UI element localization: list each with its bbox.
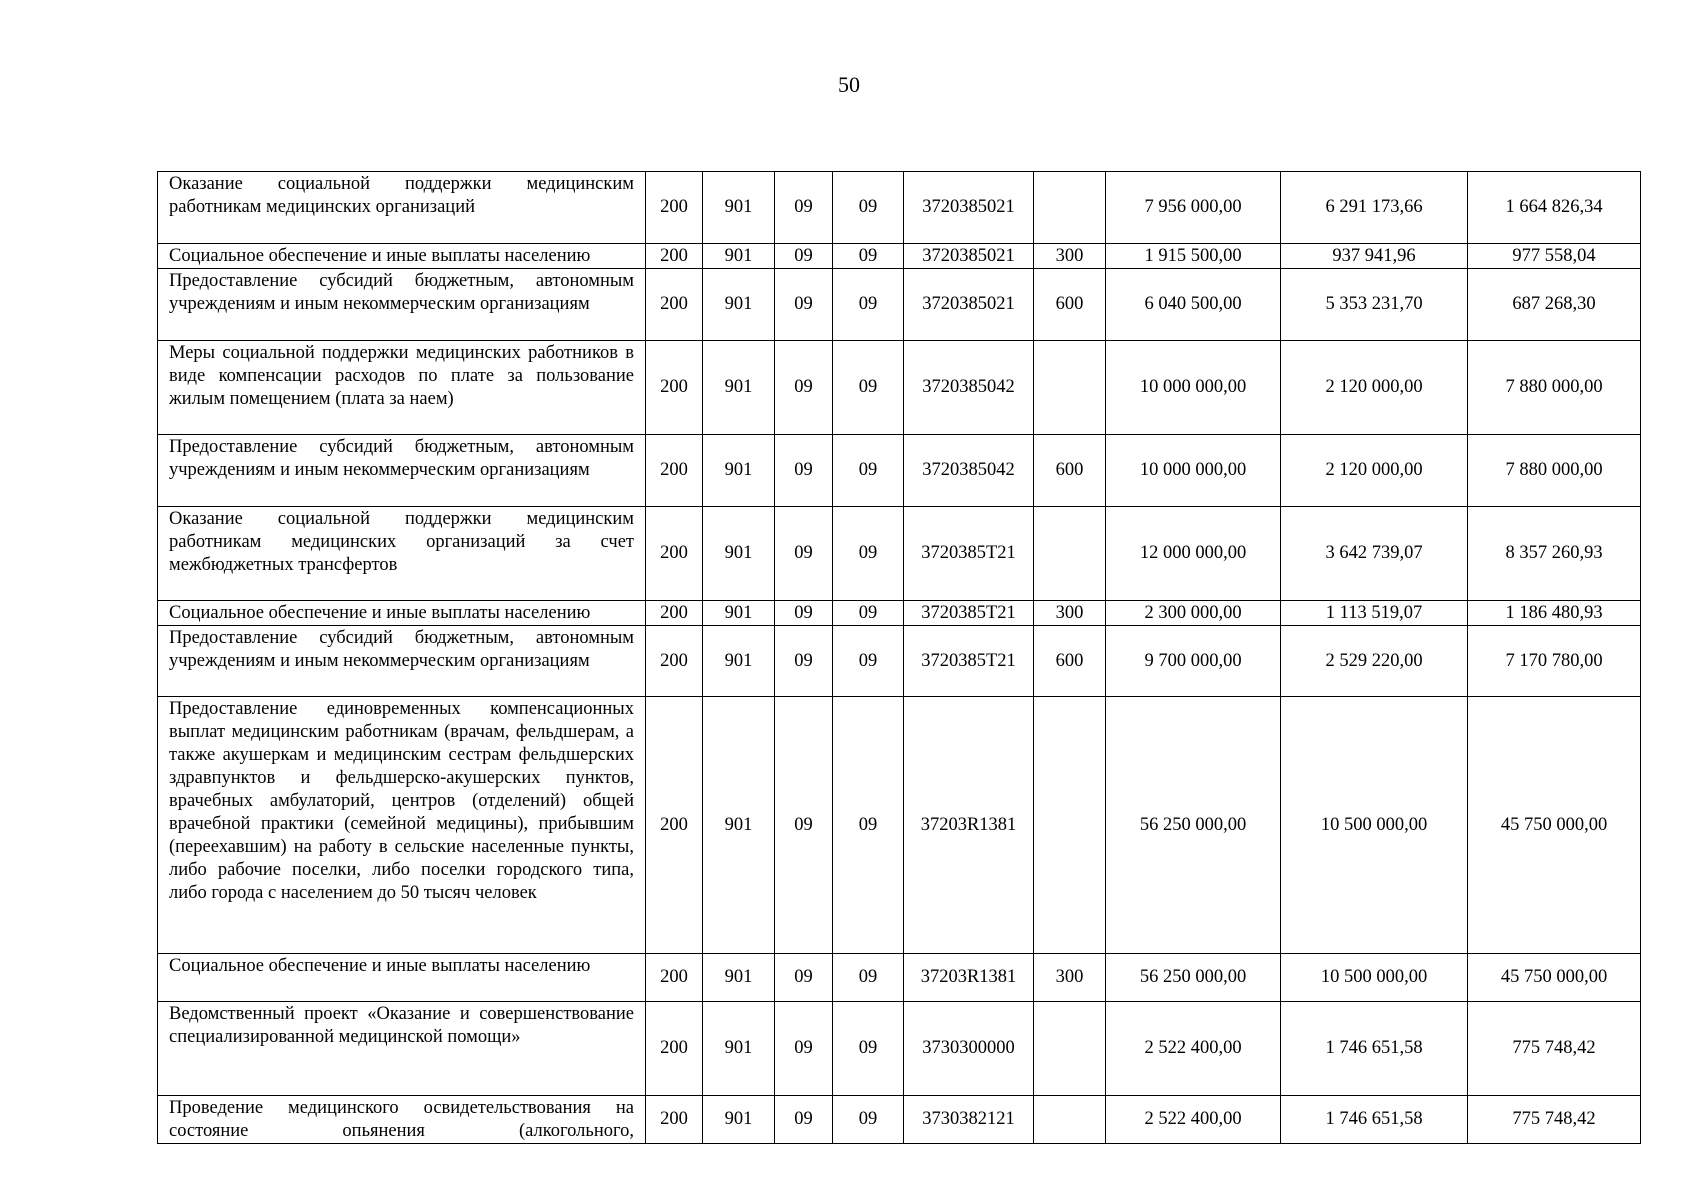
amount-remaining: 45 750 000,00 — [1468, 954, 1641, 1002]
code-ministry: 901 — [703, 626, 775, 697]
code-col-1: 200 — [646, 1002, 703, 1096]
code-col-1: 200 — [646, 954, 703, 1002]
item-name: Предоставление субсидий бюджетным, автономным учреждениям и иным некоммерческим организациям — [158, 626, 646, 697]
code-subsection: 09 — [833, 697, 904, 954]
expense-type: 600 — [1034, 269, 1106, 341]
expense-type — [1034, 1002, 1106, 1096]
table-row — [158, 1002, 1641, 1096]
amount-executed: 1 746 651,58 — [1281, 1002, 1468, 1096]
code-ministry: 901 — [703, 435, 775, 507]
amount-executed: 2 120 000,00 — [1281, 341, 1468, 435]
expense-type — [1034, 697, 1106, 954]
amount-plan: 10 000 000,00 — [1106, 341, 1281, 435]
item-name: Ведомственный проект «Оказание и совершенствование специализированной медицинской помощи» — [158, 1002, 646, 1096]
table-row — [158, 435, 1641, 507]
amount-executed: 1 113 519,07 — [1281, 601, 1468, 626]
code-subsection: 09 — [833, 1002, 904, 1096]
code-ministry: 901 — [703, 1002, 775, 1096]
item-name: Предоставление единовременных компенсационных выплат медицинским работникам (врачам, фельдшерам, а также акушеркам и медицинским сестрам фельдшерских здравпунктов и фельдшерско-акушерских пунктов, врачебных амбулаторий, центров (отделений) общей врачебной практики (семейной медицины), прибывшим (переехавшим) на работу в сельские населенные пункты, либо рабочие поселки, либо поселки городского типа, либо города с населением до 50 тысяч человек — [158, 697, 646, 954]
table-row — [158, 697, 1641, 954]
target-article: 3720385042 — [904, 435, 1034, 507]
code-ministry: 901 — [703, 697, 775, 954]
code-col-1: 200 — [646, 341, 703, 435]
amount-plan: 10 000 000,00 — [1106, 435, 1281, 507]
item-name: Социальное обеспечение и иные выплаты населению — [158, 244, 646, 269]
code-section: 09 — [775, 697, 833, 954]
expense-type: 300 — [1034, 244, 1106, 269]
item-name: Проведение медицинского освидетельствования на состояние опьянения (алкогольного, — [158, 1096, 646, 1144]
table-row — [158, 269, 1641, 341]
target-article: 3720385021 — [904, 244, 1034, 269]
expense-type: 600 — [1034, 435, 1106, 507]
code-section: 09 — [775, 601, 833, 626]
code-ministry: 901 — [703, 341, 775, 435]
item-name: Оказание социальной поддержки медицинским работникам медицинских организаций — [158, 172, 646, 244]
code-section: 09 — [775, 435, 833, 507]
code-section: 09 — [775, 1002, 833, 1096]
amount-executed: 2 529 220,00 — [1281, 626, 1468, 697]
amount-remaining: 45 750 000,00 — [1468, 697, 1641, 954]
amount-remaining: 7 880 000,00 — [1468, 341, 1641, 435]
code-subsection: 09 — [833, 172, 904, 244]
table-row — [158, 507, 1641, 601]
code-section: 09 — [775, 626, 833, 697]
code-subsection: 09 — [833, 626, 904, 697]
code-section: 09 — [775, 269, 833, 341]
table-row — [158, 244, 1641, 269]
amount-executed: 1 746 651,58 — [1281, 1096, 1468, 1144]
target-article: 3720385021 — [904, 269, 1034, 341]
table-row — [158, 341, 1641, 435]
amount-remaining: 775 748,42 — [1468, 1002, 1641, 1096]
amount-remaining: 7 170 780,00 — [1468, 626, 1641, 697]
code-subsection: 09 — [833, 954, 904, 1002]
code-ministry: 901 — [703, 269, 775, 341]
code-ministry: 901 — [703, 507, 775, 601]
code-col-1: 200 — [646, 626, 703, 697]
amount-plan: 2 522 400,00 — [1106, 1002, 1281, 1096]
code-section: 09 — [775, 507, 833, 601]
amount-plan: 12 000 000,00 — [1106, 507, 1281, 601]
table-row — [158, 1096, 1641, 1144]
code-ministry: 901 — [703, 244, 775, 269]
code-ministry: 901 — [703, 172, 775, 244]
amount-plan: 2 522 400,00 — [1106, 1096, 1281, 1144]
amount-plan: 9 700 000,00 — [1106, 626, 1281, 697]
code-subsection: 09 — [833, 435, 904, 507]
code-col-1: 200 — [646, 172, 703, 244]
amount-plan: 7 956 000,00 — [1106, 172, 1281, 244]
target-article: 3720385042 — [904, 341, 1034, 435]
amount-remaining: 8 357 260,93 — [1468, 507, 1641, 601]
code-col-1: 200 — [646, 507, 703, 601]
code-section: 09 — [775, 1096, 833, 1144]
target-article: 3720385Т21 — [904, 626, 1034, 697]
amount-remaining: 1 664 826,34 — [1468, 172, 1641, 244]
code-col-1: 200 — [646, 244, 703, 269]
amount-remaining: 7 880 000,00 — [1468, 435, 1641, 507]
code-col-1: 200 — [646, 435, 703, 507]
expense-type — [1034, 172, 1106, 244]
amount-executed: 5 353 231,70 — [1281, 269, 1468, 341]
code-section: 09 — [775, 954, 833, 1002]
code-section: 09 — [775, 172, 833, 244]
code-subsection: 09 — [833, 1096, 904, 1144]
code-subsection: 09 — [833, 244, 904, 269]
code-section: 09 — [775, 341, 833, 435]
target-article: 37203R1381 — [904, 954, 1034, 1002]
expense-type — [1034, 507, 1106, 601]
item-name: Социальное обеспечение и иные выплаты населению — [158, 601, 646, 626]
target-article: 37203R1381 — [904, 697, 1034, 954]
expense-type: 300 — [1034, 954, 1106, 1002]
amount-executed: 6 291 173,66 — [1281, 172, 1468, 244]
table-body — [158, 172, 1641, 1144]
code-col-1: 200 — [646, 697, 703, 954]
item-name: Оказание социальной поддержки медицинским работникам медицинских организаций за счет межбюджетных трансфертов — [158, 507, 646, 601]
amount-plan: 6 040 500,00 — [1106, 269, 1281, 341]
amount-executed: 2 120 000,00 — [1281, 435, 1468, 507]
amount-executed: 3 642 739,07 — [1281, 507, 1468, 601]
table-row — [158, 172, 1641, 244]
code-col-1: 200 — [646, 601, 703, 626]
target-article: 3730382121 — [904, 1096, 1034, 1144]
table-row — [158, 954, 1641, 1002]
expense-type — [1034, 341, 1106, 435]
item-name: Социальное обеспечение и иные выплаты населению — [158, 954, 646, 1002]
amount-executed: 937 941,96 — [1281, 244, 1468, 269]
amount-plan: 56 250 000,00 — [1106, 697, 1281, 954]
expense-type: 300 — [1034, 601, 1106, 626]
page-number: 50 — [838, 72, 860, 97]
code-subsection: 09 — [833, 269, 904, 341]
amount-executed: 10 500 000,00 — [1281, 954, 1468, 1002]
code-section: 09 — [775, 244, 833, 269]
amount-plan: 56 250 000,00 — [1106, 954, 1281, 1002]
item-name: Меры социальной поддержки медицинских работников в виде компенсации расходов по плате за пользование жилым помещением (плата за наем) — [158, 341, 646, 435]
expense-type: 600 — [1034, 626, 1106, 697]
amount-remaining: 1 186 480,93 — [1468, 601, 1641, 626]
code-subsection: 09 — [833, 341, 904, 435]
amount-remaining: 687 268,30 — [1468, 269, 1641, 341]
code-ministry: 901 — [703, 954, 775, 1002]
amount-plan: 1 915 500,00 — [1106, 244, 1281, 269]
table-row — [158, 626, 1641, 697]
target-article: 3720385021 — [904, 172, 1034, 244]
amount-remaining: 775 748,42 — [1468, 1096, 1641, 1144]
target-article: 3720385Т21 — [904, 601, 1034, 626]
code-subsection: 09 — [833, 601, 904, 626]
code-ministry: 901 — [703, 1096, 775, 1144]
expense-type — [1034, 1096, 1106, 1144]
code-col-1: 200 — [646, 269, 703, 341]
item-name: Предоставление субсидий бюджетным, автономным учреждениям и иным некоммерческим организациям — [158, 435, 646, 507]
code-ministry: 901 — [703, 601, 775, 626]
item-name: Предоставление субсидий бюджетным, автономным учреждениям и иным некоммерческим организациям — [158, 269, 646, 341]
target-article: 3720385Т21 — [904, 507, 1034, 601]
amount-executed: 10 500 000,00 — [1281, 697, 1468, 954]
code-subsection: 09 — [833, 507, 904, 601]
amount-plan: 2 300 000,00 — [1106, 601, 1281, 626]
budget-table — [157, 171, 1641, 1144]
target-article: 3730300000 — [904, 1002, 1034, 1096]
amount-remaining: 977 558,04 — [1468, 244, 1641, 269]
table-row — [158, 601, 1641, 626]
code-col-1: 200 — [646, 1096, 703, 1144]
